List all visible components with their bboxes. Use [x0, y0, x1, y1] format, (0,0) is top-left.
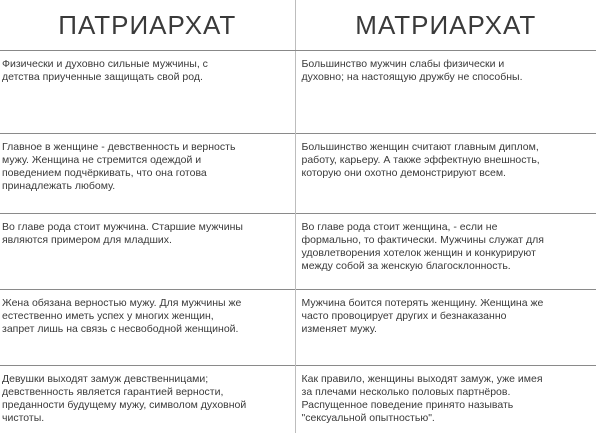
cell-text: Во главе рода стоит женщина, - если не формально, то фактически. Мужчины служат для удовлетворения хотелок женщин и конкурируют между собой за женскую благосклонность. — [301, 221, 544, 272]
cell-text: Большинство женщин считают главным диплом, работу, карьеру. А также эффектную внешность, которую они охотно демонстрируют всем. — [301, 141, 540, 179]
cell-text: Как правило, женщины выходят замуж, уже имея за плечами несколько половых партнёров. Распущенное поведение принято называть "сексуальной опытностью". — [301, 373, 543, 424]
header-patriarchy: ПАТРИАРХАТ — [0, 0, 295, 51]
patriarchy-cell — [0, 290, 295, 366]
cell-text: Жена обязана верностью мужу. Для мужчины же естественно иметь успех у многих женщин, запрет лишь на связь с несвободной женщиной. — [2, 297, 242, 335]
matriarchy-cell — [295, 214, 596, 290]
matriarchy-cell — [295, 290, 596, 366]
patriarchy-cell — [0, 51, 295, 134]
cell-text: Главное в женщине - девственность и верность мужу. Женщина не стремится одеждой и поведением подчёркивать, что она готова принадлежать любому. — [2, 141, 236, 192]
patriarchy-cell — [0, 134, 295, 214]
table-row — [0, 51, 596, 134]
cell-text: Во главе рода стоит мужчина. Старшие мужчины являются примером для младших. — [2, 221, 243, 246]
table-row — [0, 366, 596, 434]
table-row — [0, 214, 596, 290]
table-row — [0, 290, 596, 366]
cell-text: Большинство мужчин слабы физически и духовно; на настоящую дружбу не способны. — [301, 58, 523, 83]
table-row — [0, 134, 596, 214]
matriarchy-cell — [295, 51, 596, 134]
header-matriarchy: МАТРИАРХАТ — [295, 0, 596, 51]
cell-text: Девушки выходят замуж девственницами; девственность является гарантией верности, преданности будущему мужу, символом духовной чистоты. — [2, 373, 247, 424]
cell-text: Физически и духовно сильные мужчины, с детства приученные защищать свой род. — [2, 58, 208, 83]
matriarchy-cell — [295, 134, 596, 214]
cell-text: Мужчина боится потерять женщину. Женщина же часто провоцирует других и безнаказанно изменяет мужу. — [301, 297, 544, 335]
header-row — [0, 0, 596, 51]
patriarchy-cell — [0, 214, 295, 290]
patriarchy-cell — [0, 366, 295, 434]
matriarchy-cell — [295, 366, 596, 434]
